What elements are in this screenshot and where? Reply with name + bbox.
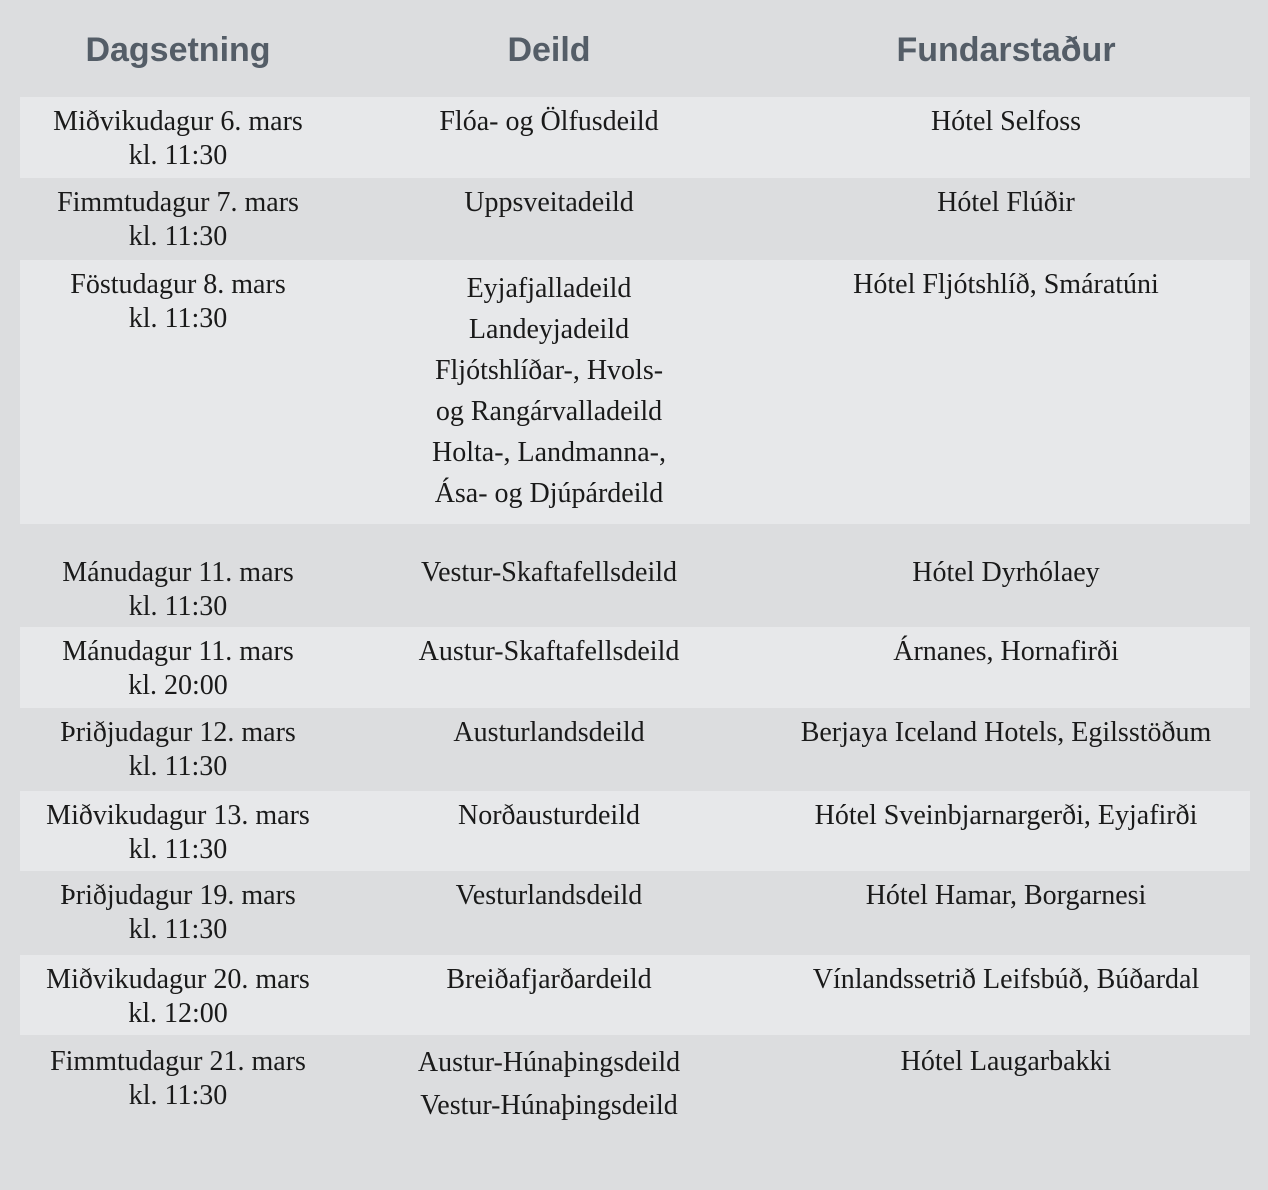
meeting-time: kl. 11:30 xyxy=(128,303,228,334)
division-cell xyxy=(336,524,762,627)
venue-name: Hótel Fljótshlíð, Smáratúni xyxy=(853,269,1159,300)
meeting-date: Mánudagur 11. mars xyxy=(62,636,294,667)
table-row xyxy=(20,955,1250,1035)
date-cell xyxy=(20,524,336,627)
division-cell xyxy=(336,955,762,1035)
venue-cell xyxy=(762,97,1250,178)
division-name: Vestur-Húnaþingsdeild xyxy=(420,1090,678,1121)
table-row xyxy=(20,708,1250,791)
column-header-date: Dagsetning xyxy=(85,31,271,69)
venue-cell xyxy=(762,791,1250,871)
venue-cell xyxy=(762,708,1250,791)
venue-name: Hótel Flúðir xyxy=(937,187,1075,218)
date-cell xyxy=(20,1035,336,1190)
meeting-date: Fimmtudagur 7. mars xyxy=(57,187,299,218)
date-cell xyxy=(20,178,336,260)
meeting-date: Miðvikudagur 6. mars xyxy=(53,106,303,137)
table-row xyxy=(20,871,1250,955)
meeting-date: Miðvikudagur 13. mars xyxy=(46,800,310,831)
division-cell xyxy=(336,871,762,955)
venue-name: Hótel Dyrhólaey xyxy=(912,557,1100,588)
venue-name: Hótel Laugarbakki xyxy=(900,1046,1112,1077)
venue-name: Hótel Selfoss xyxy=(930,106,1082,137)
division-name: Vesturlandsdeild xyxy=(455,880,643,911)
division-cell xyxy=(336,791,762,871)
division-name: Fljótshlíðar-, Hvols- xyxy=(434,355,664,386)
date-cell xyxy=(20,955,336,1035)
division-name: Uppsveitadeild xyxy=(464,187,634,218)
column-header-venue: Fundarstaður xyxy=(896,31,1116,69)
date-cell xyxy=(20,791,336,871)
division-name: Norðausturdeild xyxy=(458,800,640,831)
meeting-date: Þriðjudagur 12. mars xyxy=(60,717,296,748)
division-cell xyxy=(336,708,762,791)
division-name: Eyjafjalladeild xyxy=(466,273,632,304)
meeting-time: kl. 11:30 xyxy=(128,221,228,252)
division-name: Vestur-Skaftafellsdeild xyxy=(420,557,678,588)
meeting-date: Föstudagur 8. mars xyxy=(70,269,286,300)
date-cell xyxy=(20,708,336,791)
meeting-time: kl. 20:00 xyxy=(128,670,228,701)
division-cell xyxy=(336,1035,762,1190)
meeting-time: kl. 11:30 xyxy=(128,834,228,865)
table-row xyxy=(20,97,1250,178)
venue-cell xyxy=(762,260,1250,524)
meeting-time: kl. 11:30 xyxy=(128,914,228,945)
division-name: Austur-Húnaþingsdeild xyxy=(417,1047,681,1078)
venue-name: Berjaya Iceland Hotels, Egilsstöðum xyxy=(800,717,1212,748)
division-name: Ása- og Djúpárdeild xyxy=(434,478,664,509)
meeting-schedule-table xyxy=(20,97,1250,1190)
date-cell xyxy=(20,97,336,178)
division-name: Austurlandsdeild xyxy=(453,717,645,748)
table-row xyxy=(20,627,1250,708)
venue-name: Árnanes, Hornafirði xyxy=(893,636,1119,667)
column-header-division: Deild xyxy=(507,31,591,69)
date-cell xyxy=(20,871,336,955)
venue-cell xyxy=(762,871,1250,955)
venue-name: Vínlandssetrið Leifsbúð, Búðardal xyxy=(812,964,1200,995)
table-row xyxy=(20,791,1250,871)
venue-cell xyxy=(762,524,1250,627)
division-name: Landeyjadeild xyxy=(468,314,630,345)
division-name: Austur-Skaftafellsdeild xyxy=(418,636,680,667)
venue-cell xyxy=(762,627,1250,708)
meeting-time: kl. 11:30 xyxy=(128,591,228,622)
date-cell xyxy=(20,627,336,708)
division-name: og Rangárvalladeild xyxy=(435,396,663,427)
meeting-date: Þriðjudagur 19. mars xyxy=(60,880,296,911)
table-row xyxy=(20,524,1250,627)
division-cell xyxy=(336,178,762,260)
meeting-time: kl. 11:30 xyxy=(128,751,228,782)
meeting-date: Fimmtudagur 21. mars xyxy=(50,1046,306,1077)
meeting-date: Miðvikudagur 20. mars xyxy=(46,964,310,995)
table-row xyxy=(20,178,1250,260)
meeting-time: kl. 12:00 xyxy=(128,998,228,1029)
meeting-time: kl. 11:30 xyxy=(128,1080,228,1111)
table-row xyxy=(20,260,1250,524)
schedule-body xyxy=(20,97,1250,1190)
division-name: Holta-, Landmanna-, xyxy=(431,437,667,468)
division-name: Flóa- og Ölfusdeild xyxy=(439,106,659,137)
venue-cell xyxy=(762,1035,1250,1190)
meeting-date: Mánudagur 11. mars xyxy=(62,557,294,588)
meeting-time: kl. 11:30 xyxy=(128,140,228,171)
division-cell xyxy=(336,260,762,524)
division-cell xyxy=(336,97,762,178)
venue-cell xyxy=(762,178,1250,260)
date-cell xyxy=(20,260,336,524)
venue-cell xyxy=(762,955,1250,1035)
table-row xyxy=(20,1035,1250,1190)
division-name: Breiðafjarðardeild xyxy=(446,964,652,995)
venue-name: Hótel Sveinbjarnargerði, Eyjafirði xyxy=(814,800,1198,831)
venue-name: Hótel Hamar, Borgarnesi xyxy=(865,880,1147,911)
division-cell xyxy=(336,627,762,708)
